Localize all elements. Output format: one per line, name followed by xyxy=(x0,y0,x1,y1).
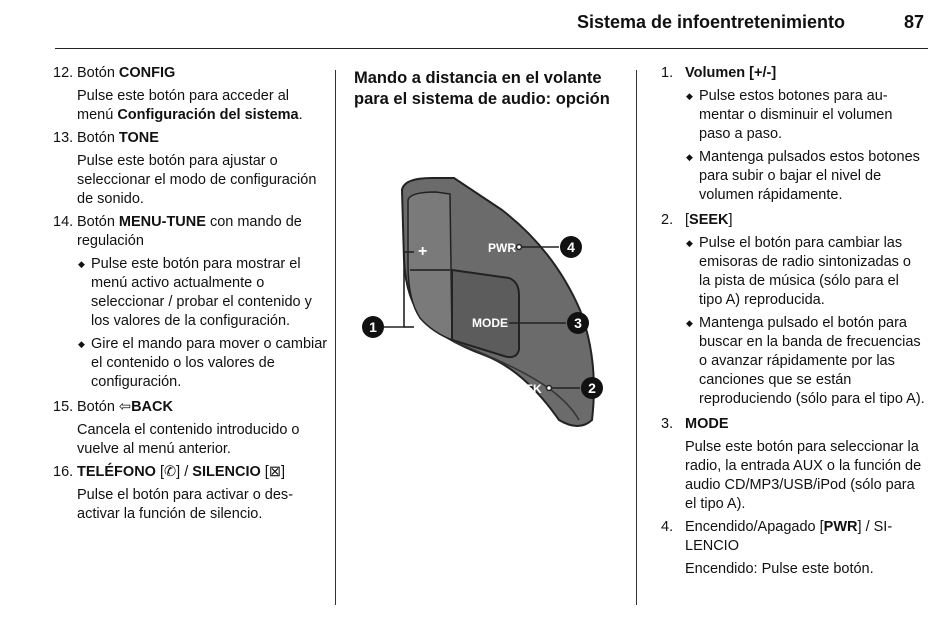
item-label: Botón xyxy=(77,399,119,415)
mute-icon: [⊠] xyxy=(260,464,286,480)
callout-4 xyxy=(560,236,582,258)
item-number: 15. xyxy=(53,399,74,415)
callout-2 xyxy=(581,377,603,399)
desc-text: . xyxy=(298,107,303,123)
item-15-description: Cancela el contenido introducido o vuelve al menú anterior. xyxy=(77,422,300,457)
mode-button-label: MODE xyxy=(472,316,508,330)
page-header xyxy=(55,0,928,49)
volume-pad xyxy=(408,192,452,340)
menu-name: Configuración del sistema xyxy=(117,107,299,123)
item-number: 3. xyxy=(661,416,674,432)
steering-remote-illustration xyxy=(354,170,629,450)
callout-1 xyxy=(362,316,384,338)
item-number: 13. xyxy=(53,130,74,146)
bracket: ] xyxy=(728,212,733,228)
item-2-bullets xyxy=(685,234,926,409)
button-name-menu-tune: MENU-TUNE xyxy=(118,214,206,230)
item-label: Botón xyxy=(77,214,119,230)
item-label: Encendido/Apagado [ xyxy=(685,519,824,535)
bullet-item: ◆ Mantenga pulsado el botón para buscar en la banda de frecuencias o avanzar rápidamente por las canciones que se están reproduciendo (sólo para el tipo A). xyxy=(685,314,926,409)
section-title: Mando a distancia en el volante para el sistema de audio: opción xyxy=(354,69,610,108)
item-12 xyxy=(53,64,328,83)
bullet-item: ◆ Pulse estos botones para aumentar o disminuir el volumen paso a paso. xyxy=(685,87,926,144)
mode-button-shape xyxy=(452,270,519,357)
button-name-volume: Volumen [+/-] xyxy=(685,65,777,81)
column-left xyxy=(53,64,328,528)
column-right xyxy=(661,64,926,583)
bullet-item: ◆ Pulse este botón para mostrar el menú activo actualmente o seleccionar / probar el contenido y los valores de la configuración. xyxy=(77,255,328,331)
pwr-button-label: PWR xyxy=(488,241,516,255)
item-number: 4. xyxy=(661,519,674,535)
button-name-seek: SEEK xyxy=(689,212,729,228)
item-2 xyxy=(661,211,926,230)
item-number: 16. xyxy=(53,464,74,480)
item-label: con mando de regulación xyxy=(77,214,302,249)
page-number: 87 xyxy=(903,12,924,32)
button-name-mode: MODE xyxy=(685,416,729,432)
item-number: 14. xyxy=(53,214,74,230)
callout-number: 3 xyxy=(574,315,582,331)
item-number: 2. xyxy=(661,212,674,228)
item-label: ] / SILENCIO xyxy=(685,519,893,554)
callout-dot xyxy=(547,386,552,391)
item-14 xyxy=(53,213,328,251)
item-13 xyxy=(53,129,328,148)
bracket: [ xyxy=(685,212,690,228)
button-name-back: BACK xyxy=(131,399,173,415)
plus-button-label: + xyxy=(418,243,428,260)
back-arrow-icon: ⇦ xyxy=(118,399,132,415)
bullet-item: ◆ Gire el mando para mover o cambiar el contenido o los valores de configuración. xyxy=(77,335,328,392)
button-name-tone: TONE xyxy=(118,130,159,146)
item-1 xyxy=(661,64,926,83)
button-name-config: CONFIG xyxy=(118,65,176,81)
column-middle xyxy=(354,68,629,110)
item-label: Botón xyxy=(77,65,119,81)
item-14-bullets xyxy=(77,255,328,392)
column-divider xyxy=(636,70,637,605)
item-13-description: Pulse este botón para ajustar o seleccionar el modo de configuración de sonido. xyxy=(77,153,317,207)
minus-button-label: – xyxy=(418,321,427,338)
item-number: 12. xyxy=(53,65,74,81)
header-title: Sistema de infoentretenimiento xyxy=(576,12,845,32)
desc-text: Pulse este botón para acceder al menú xyxy=(77,88,289,123)
bullet-item: ◆ Mantenga pulsados estos botones para subir o bajar el nivel de volumen rápidamente. xyxy=(685,148,926,205)
button-name-telefono: TELÉFONO xyxy=(77,464,156,480)
item-15 xyxy=(53,398,328,417)
item-label: Botón xyxy=(77,130,119,146)
callout-3 xyxy=(567,312,589,334)
item-4-description: Encendido: Pulse este botón. xyxy=(685,561,874,577)
item-16 xyxy=(53,463,328,482)
seek-button-label: SEEK xyxy=(509,382,542,396)
item-number: 1. xyxy=(661,65,674,81)
item-12-description xyxy=(77,87,328,125)
callout-dot xyxy=(517,245,522,250)
callout-number: 1 xyxy=(369,319,377,335)
phone-icon: [✆] / xyxy=(155,464,193,480)
item-1-bullets xyxy=(685,87,926,205)
bullet-item: ◆ Pulse el botón para cambiar las emisoras de radio sintonizadas o la pista de música (sólo para el tipo A) reproducida. xyxy=(685,234,926,310)
callout-number: 2 xyxy=(588,380,596,396)
button-name-silencio: SILENCIO xyxy=(192,464,261,480)
item-3 xyxy=(661,415,926,434)
item-4 xyxy=(661,518,926,556)
callout-number: 4 xyxy=(567,239,575,255)
item-3-description: Pulse este botón para seleccionar la radio, la entrada AUX o la función de audio CD/MP3/USB/iPod (sólo para el tipo A). xyxy=(685,439,922,512)
column-divider xyxy=(335,70,336,605)
button-name-pwr: PWR xyxy=(823,519,858,535)
item-16-description: Pulse el botón para activar o desactivar la función de silencio. xyxy=(77,487,294,522)
